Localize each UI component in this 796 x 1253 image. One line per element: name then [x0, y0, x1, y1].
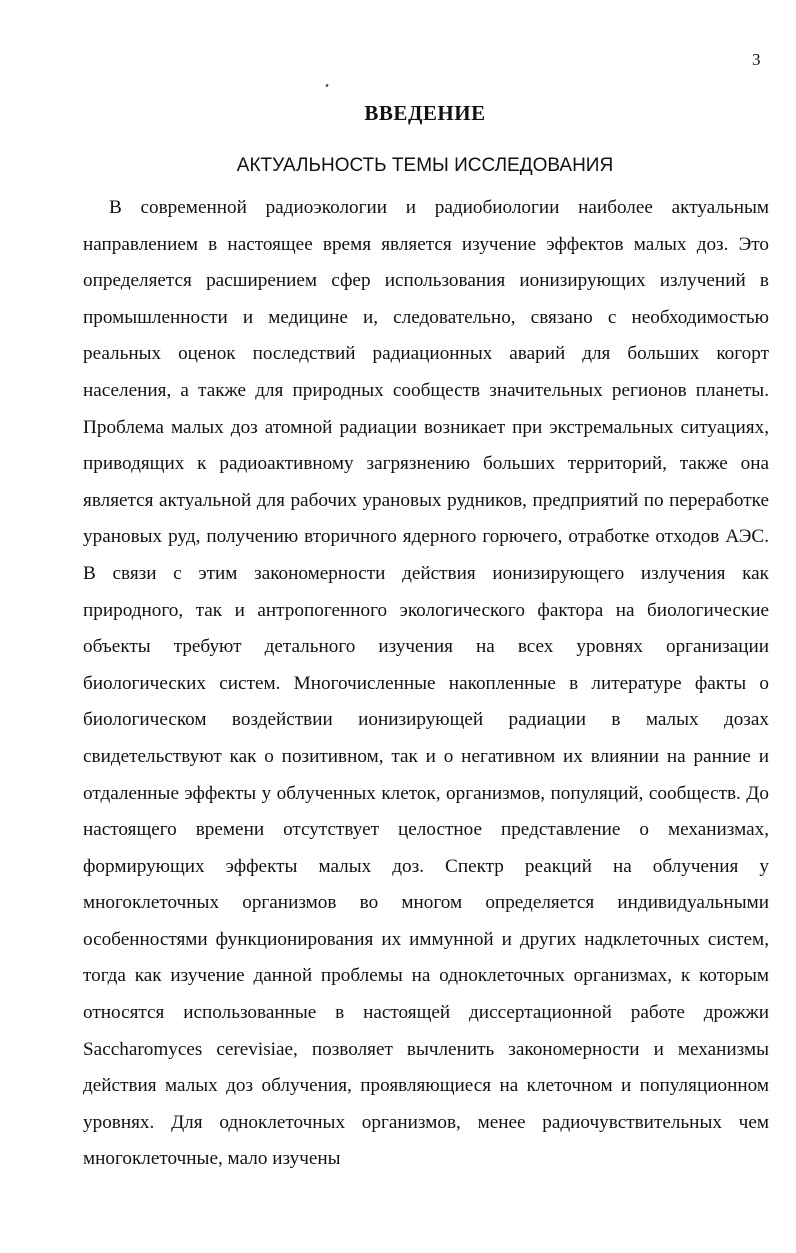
- body-paragraph: В современной радиоэкологии и радиобиологии наиболее актуальным направлением в настоящее время является изучение эффектов малых доз. Это определяется расширением сфер использования ионизирующих излучений в промышленности и медицине и, следовательно, связано с необходимостью реальных оценок последствий радиационных аварий для больших когорт населения, а также для природных сообществ значительных регионов планеты. Проблема малых доз атомной радиации возникает при экстремальных ситуациях, приводящих к радиоактивному загрязнению больших территорий, также она является актуальной для рабочих урановых рудников, предприятий по переработке урановых руд, получению вторичного ядерного горючего, отработке отходов АЭС. В связи с этим закономерности действия ионизирующего излучения как природного, так и антропогенного экологического фактора на биологические объекты требуют детального изучения на всех уровнях организации биологических систем. Многочисленные накопленные в литературе факты о биологическом воздействии ионизирующей радиации в малых дозах свидетельствуют как о позитивном, так и о негативном их влиянии на ранние и отдаленные эффекты у облученных клеток, организмов, популяций, сообществ. До настоящего времени отсутствует целостное представление о механизмах, формирующих эффекты малых доз. Спектр реакций на облучения у многоклеточных организмов во многом определяется индивидуальными особенностями функционирования их иммунной и других надклеточных систем, тогда как изучение данной проблемы на одноклеточных организмах, к которым относятся использованные в настоящей диссертационной работе дрожжи Saccharomyces cerevisiae, позволяет вычленить закономерности и механизмы действия малых доз облучения, проявляющиеся на клеточном и популяционном уровнях. Для одноклеточных организмов, менее радиочувствительных чем многоклеточные, мало изучены: [83, 197, 769, 1170]
- section-heading: ВВЕДЕНИЕ: [364, 101, 486, 125]
- section-subheading: АКТУАЛЬНОСТЬ ТЕМЫ ИССЛЕДОВАНИЯ: [236, 155, 614, 176]
- page-number: 3: [752, 50, 761, 69]
- scan-speck: [325, 84, 328, 88]
